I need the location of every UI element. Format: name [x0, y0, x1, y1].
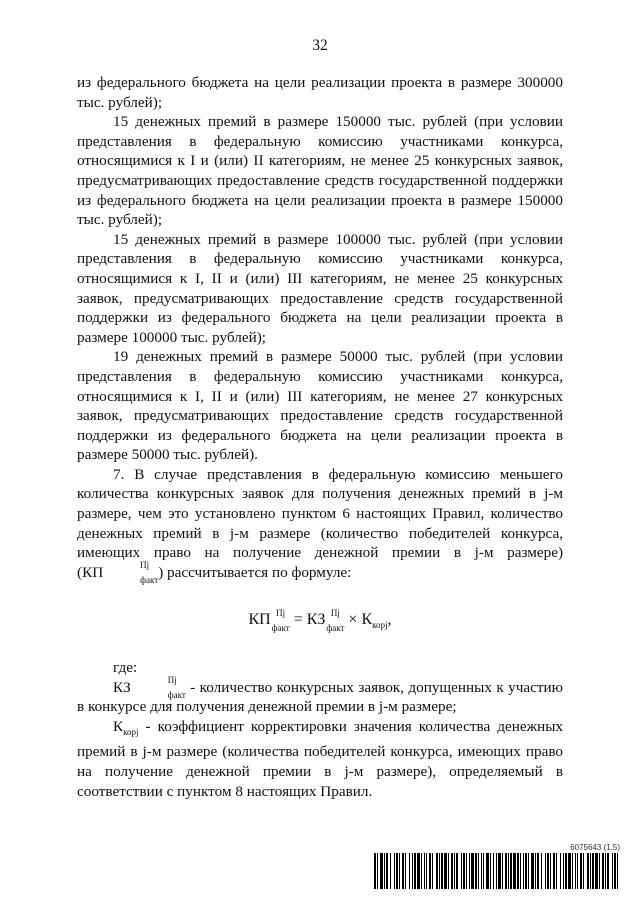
barcode-bar	[607, 853, 609, 889]
formula-kp: КП	[248, 611, 271, 629]
formula-equals: =	[289, 611, 307, 629]
definition-k-text: - коэффициент корректировки значения количества денежных премий в j-м размере (количества победителей конкурса, имеющих право на получение денежной премии в j-м размере), определяемый в соответствии с пунктом 8 настоящих Правил.	[77, 717, 563, 800]
barcode-bar	[426, 853, 427, 889]
barcode	[374, 853, 620, 889]
barcode-bar	[421, 853, 422, 889]
barcode-bar	[481, 853, 482, 889]
barcode-bar	[405, 853, 406, 889]
k-base: К	[113, 717, 124, 735]
barcode-bar	[565, 853, 567, 889]
barcode-bar	[517, 853, 519, 889]
barcode-bar	[599, 853, 600, 889]
formula-sup-pj: Пj	[330, 607, 340, 618]
kz-fact-symbol	[113, 675, 186, 701]
open-paren: (	[77, 563, 83, 581]
barcode-bar	[568, 853, 571, 889]
barcode-bar	[451, 853, 453, 889]
barcode-bar	[550, 853, 551, 889]
paragraph-7-tail: рассчитывается по формуле:	[163, 563, 352, 581]
paragraph-7-text: 7. В случае представления в федеральную комиссию меньшего количества конкурсных заявок для получения денежных премий в j-м размере, чем это установлено пунктом 6 настоящих Правил, количество денежных премий в j-м размере (количество победителей конкурса, имеющих право на получение денежной премии в j-м размере)	[77, 465, 563, 562]
barcode-bar	[402, 853, 404, 889]
formula-sub-fakt: факт	[326, 622, 345, 633]
formula-sub-korj: корj	[372, 620, 388, 631]
barcode-bar	[444, 853, 447, 889]
barcode-bar	[520, 853, 521, 889]
barcode-bar	[396, 853, 398, 889]
barcode-bar	[417, 853, 420, 889]
formula-sup-pj: Пj	[276, 607, 286, 618]
barcode-bar	[399, 853, 400, 889]
barcode-bar	[531, 853, 534, 889]
barcode-bar	[580, 853, 582, 889]
formula-comma: ,	[387, 611, 392, 629]
kp-base: КП	[82, 563, 104, 581]
barcode-bar	[583, 853, 584, 889]
sub-korj: корj	[123, 726, 139, 737]
barcode-bar	[612, 853, 613, 889]
sup-pj: Пj	[140, 560, 150, 571]
definition-kz	[77, 675, 563, 717]
paragraph: из федерального бюджета на цели реализации проекта в размере 300000 тыс. рублей);	[77, 74, 563, 111]
barcode-bar	[510, 853, 512, 889]
barcode-bar	[556, 853, 557, 889]
barcode-bar	[560, 853, 561, 889]
barcode-bar	[525, 853, 527, 889]
barcode-bar	[528, 853, 529, 889]
barcode-bar	[390, 853, 391, 889]
definition-kz-text: - количество конкурсных заявок, допущенных к участию в конкурсе для получения денежной премии в j-м размере;	[77, 678, 563, 716]
paragraph: 15 денежных премий в размере 100000 тыс. рублей (при условии представления в федеральную комиссию участниками конкурса, относящимися к I, II и (или) III категориям, не менее 25 конкурсных заявок, предусматривающих предоставление средств государственной поддержки из федерального бюджета на цели реализации проекта в размере 100000 тыс. рублей);	[77, 230, 563, 346]
barcode-bar	[535, 853, 536, 889]
barcode-bar	[563, 853, 564, 889]
formula-sub-fakt: факт	[271, 622, 290, 633]
formula-kz: КЗ	[306, 611, 326, 629]
barcode-bar	[547, 853, 549, 889]
formula-times: ×	[344, 611, 362, 629]
barcode-bar	[572, 853, 573, 889]
barcode-bar	[545, 853, 546, 889]
kp-fact-symbol	[77, 560, 164, 586]
barcode-bar	[478, 853, 479, 889]
barcode-bar	[595, 853, 598, 889]
barcode-bar	[469, 853, 470, 889]
barcode-bar	[508, 853, 509, 889]
paragraph-7	[77, 465, 563, 586]
sup-pj: Пj	[167, 675, 177, 686]
definition-k	[77, 717, 563, 801]
barcode-bar	[486, 853, 489, 889]
barcode-bar	[409, 853, 410, 889]
barcode-bar	[436, 853, 438, 889]
barcode-bar	[592, 853, 594, 889]
sub-fakt: факт	[167, 690, 186, 701]
barcode-bar	[471, 853, 474, 889]
barcode-bar	[412, 853, 413, 889]
paragraph: 19 денежных премий в размере 50000 тыс. рублей (при условии представления в федеральную комиссию участниками конкурса, относящимися к I, II и (или) III категориям, не менее 27 конкурсных заявок, предусматривающих предоставление средств государственной поддержки из федерального бюджета на цели реализации проекта в размере 50000 тыс. рублей).	[77, 348, 563, 464]
barcode-bar	[587, 853, 589, 889]
barcode-bar	[537, 853, 539, 889]
barcode-bar	[454, 853, 455, 889]
barcode-bar	[617, 853, 618, 889]
barcode-bar	[502, 853, 503, 889]
barcode-bar	[475, 853, 477, 889]
barcode-bar	[377, 853, 378, 889]
barcode-bar	[575, 853, 576, 889]
barcode-caption: 6075643 (1.5)	[570, 843, 620, 852]
barcode-bar	[463, 853, 465, 889]
barcode-bar	[429, 853, 431, 889]
where-label: где:	[113, 659, 138, 677]
barcode-bar	[605, 853, 606, 889]
barcode-bar	[432, 853, 433, 889]
barcode-bar	[439, 853, 440, 889]
k-korj-symbol	[113, 718, 139, 735]
barcode-bar	[448, 853, 449, 889]
close-paren: )	[158, 563, 164, 581]
barcode-block	[374, 843, 620, 891]
formula-k: К	[361, 611, 373, 629]
barcode-bar	[590, 853, 591, 889]
document-body	[77, 73, 563, 801]
kz-base: КЗ	[113, 678, 131, 696]
barcode-bar	[424, 853, 425, 889]
barcode-bar	[523, 853, 524, 889]
barcode-bar	[394, 853, 395, 889]
barcode-bar	[386, 853, 388, 889]
barcode-bar	[541, 853, 542, 889]
barcode-bar	[380, 853, 383, 889]
barcode-bar	[493, 853, 494, 889]
sub-fakt: факт	[140, 575, 159, 586]
barcode-bar	[461, 853, 462, 889]
barcode-bar	[414, 853, 416, 889]
barcode-bar	[602, 853, 604, 889]
barcode-bar	[614, 853, 616, 889]
barcode-bar	[490, 853, 491, 889]
barcode-bar	[577, 853, 578, 889]
barcode-bar	[456, 853, 458, 889]
formula	[77, 607, 563, 636]
page-number: 32	[312, 37, 328, 54]
barcode-bar	[498, 853, 501, 889]
barcode-bar	[513, 853, 516, 889]
barcode-bar	[505, 853, 507, 889]
barcode-bar	[441, 853, 443, 889]
barcode-bar	[483, 853, 484, 889]
barcode-bar	[384, 853, 385, 889]
barcode-bar	[553, 853, 555, 889]
barcode-bar	[496, 853, 497, 889]
barcode-bar	[374, 853, 376, 889]
barcode-bar	[466, 853, 467, 889]
paragraph: 15 денежных премий в размере 150000 тыс. рублей (при условии представления в федеральную комиссию участниками конкурса, относящимися к I и (или) II категориям, не менее 25 конкурсных заявок, предусматривающих предоставление средств государственной поддержки из федерального бюджета на цели реализации проекта в размере 150000 тыс. рублей);	[77, 113, 563, 229]
